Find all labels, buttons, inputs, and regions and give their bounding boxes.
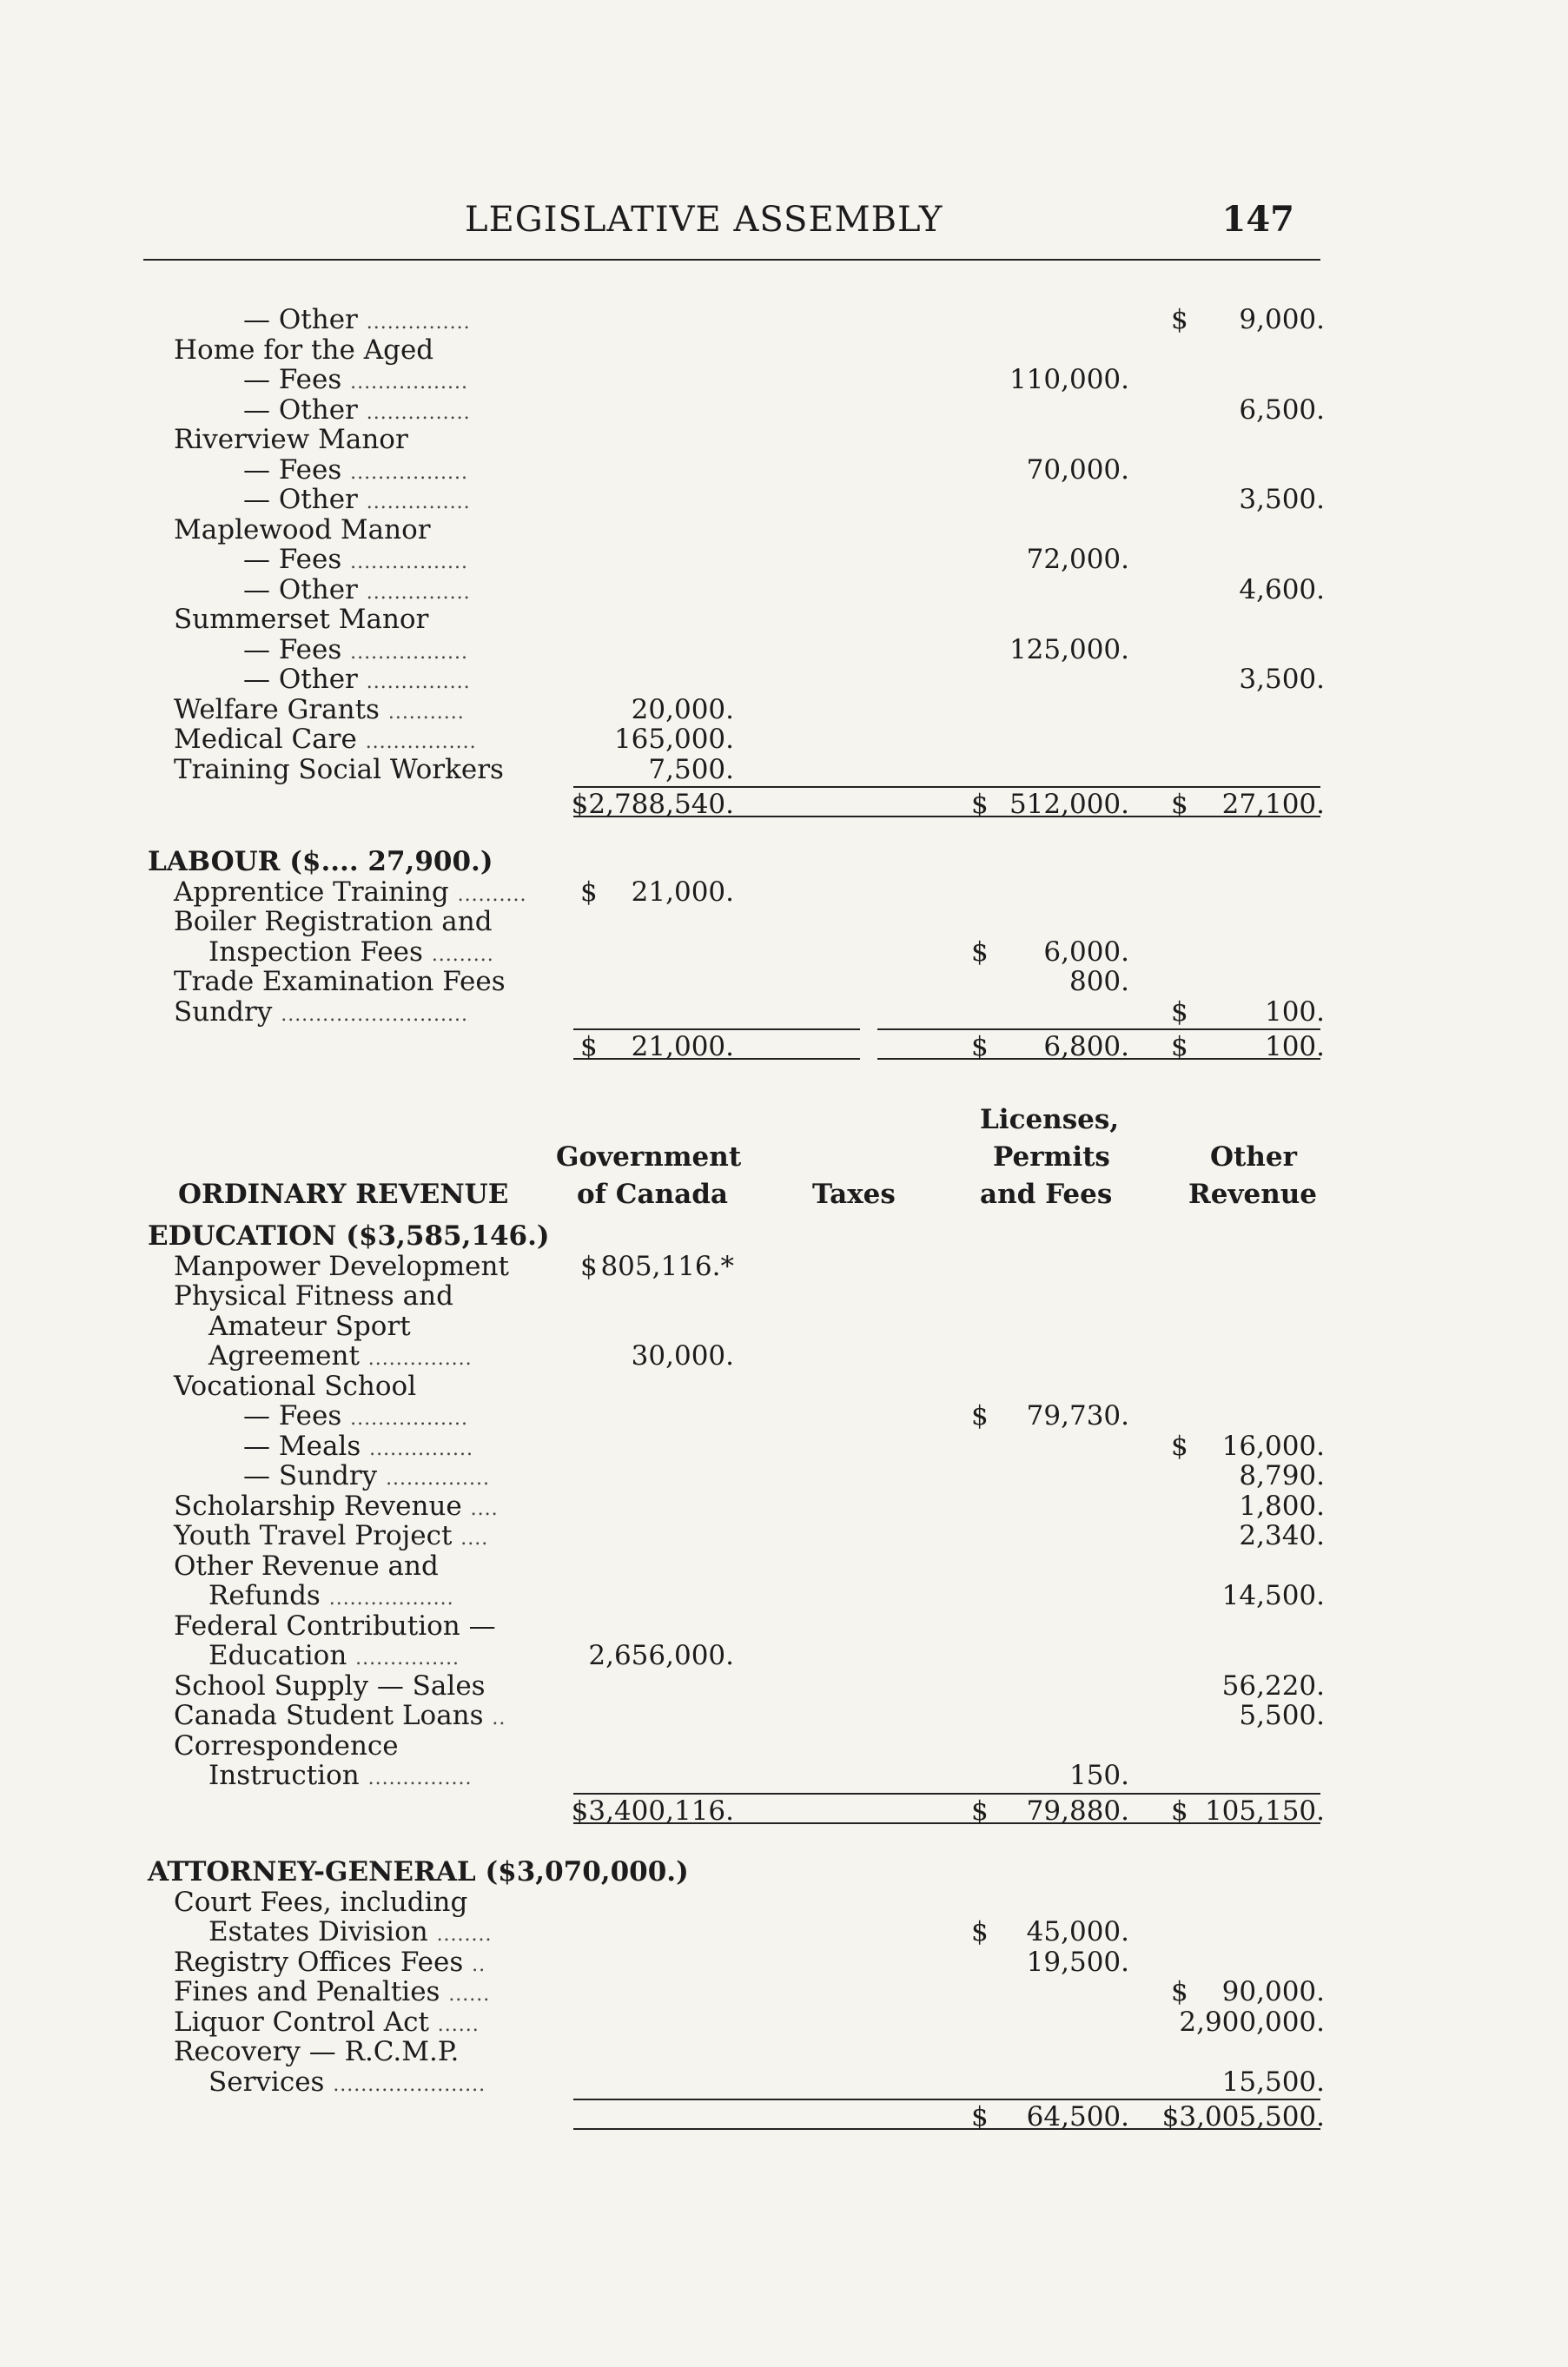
table-row	[0, 1252, 1568, 1282]
row-label-text: — Fees	[243, 1400, 342, 1431]
lic-value: 800.	[1068, 966, 1129, 997]
leader-dots: .................	[350, 1408, 469, 1430]
leader-dots: ..........	[457, 883, 527, 906]
heading-taxes: Taxes	[812, 1179, 896, 1210]
row-label-text: — Other	[243, 573, 358, 605]
leader-dots: .................	[350, 641, 469, 664]
gov-value: 805,116.*	[600, 1250, 734, 1282]
row-label-text: — Fees	[243, 364, 342, 395]
row-label-text: Apprentice Training	[174, 876, 449, 908]
table-row	[0, 967, 1568, 997]
table-row	[0, 1281, 1568, 1312]
table-row	[0, 1888, 1568, 1918]
row-label-text: Welfare Grants	[174, 693, 380, 725]
row-label-text: Boiler Registration and	[174, 906, 493, 937]
gov-value: 30,000.	[631, 1340, 734, 1372]
table-row	[0, 1341, 1568, 1372]
row-label	[174, 997, 468, 1031]
row-label	[174, 1281, 453, 1312]
oth-value: 16,000.	[1221, 1430, 1325, 1462]
row-label	[208, 1761, 473, 1795]
row-label-text: Riverview Manor	[174, 424, 408, 455]
oth-value: 100.	[1264, 995, 1325, 1028]
row-label-text: Registry Offices Fees	[174, 1946, 464, 1978]
oth-value: 15,500.	[1221, 2066, 1325, 2098]
section-title: EDUCATION ($3,585,146.)	[148, 1220, 550, 1252]
lic-currency: $	[971, 1400, 989, 1431]
lic-total-currency: $	[971, 2101, 989, 2132]
oth-total: 105,150.	[1204, 1795, 1325, 1827]
lic-total: 64,500.	[1026, 2101, 1129, 2132]
table-row	[0, 695, 1568, 725]
oth-currency: $	[1171, 304, 1188, 335]
lic-total-currency: $	[971, 1795, 989, 1827]
heading-government: Government	[556, 1141, 742, 1173]
section-title-row	[0, 1857, 1568, 1888]
leader-dots: ...............	[367, 1348, 473, 1370]
table-row	[0, 1731, 1568, 1762]
row-label-text: Instruction	[208, 1760, 360, 1791]
heading-licenses: Licenses,	[980, 1104, 1120, 1135]
table-row	[0, 545, 1568, 575]
leader-dots: ...............	[369, 1438, 474, 1460]
leader-dots: ...............	[386, 1468, 490, 1490]
row-label	[174, 335, 433, 366]
table-row	[0, 1611, 1568, 1642]
table-row	[0, 605, 1568, 635]
lic-total: 79,880.	[1026, 1795, 1129, 1827]
table-row	[0, 1977, 1568, 2007]
row-label-text: Amateur Sport	[208, 1310, 411, 1342]
row-label-text: Federal Contribution —	[174, 1610, 496, 1642]
leader-dots: ...............	[366, 671, 471, 693]
lic-currency: $	[971, 1916, 989, 1947]
oth-total-currency: $	[1171, 1031, 1188, 1062]
row-label	[174, 1551, 439, 1582]
page-header	[143, 199, 1320, 257]
total-rule	[573, 786, 1320, 788]
gov-value: 20,000.	[631, 693, 734, 725]
table-row	[0, 1401, 1568, 1431]
row-label	[174, 1372, 416, 1402]
table-row	[0, 575, 1568, 605]
oth-value: 8,790.	[1239, 1460, 1325, 1491]
oth-value: 56,220.	[1221, 1669, 1325, 1702]
total-rule	[573, 1793, 1320, 1795]
leader-dots: ....	[470, 1498, 499, 1520]
table-row	[0, 1641, 1568, 1671]
row-label-text: — Fees	[243, 633, 342, 665]
gov-total-currency: $	[580, 1031, 598, 1062]
table-row	[0, 1431, 1568, 1462]
leader-dots: ...........	[387, 701, 465, 724]
lic-value: 6,000.	[1043, 936, 1129, 968]
totals-row	[0, 1791, 1568, 1826]
table-row	[0, 877, 1568, 908]
header-rule	[143, 259, 1320, 261]
total-rule	[573, 1028, 860, 1030]
table-row	[0, 485, 1568, 515]
row-label	[174, 605, 428, 635]
lic-value: 19,500.	[1026, 1946, 1129, 1978]
oth-value: 90,000.	[1221, 1976, 1325, 2007]
row-label-text: Physical Fitness and	[174, 1280, 453, 1312]
gov-value: 7,500.	[648, 753, 734, 785]
row-label	[174, 907, 493, 937]
totals-row	[0, 784, 1568, 819]
table-row	[0, 305, 1568, 335]
row-label-text: Maplewood Manor	[174, 513, 431, 545]
row-label	[174, 1888, 467, 1918]
row-label-text: School Supply — Sales	[174, 1669, 486, 1702]
table-row	[0, 2037, 1568, 2067]
heading-label: ORDINARY REVENUE	[178, 1179, 509, 1210]
table-row	[0, 1491, 1568, 1522]
leader-dots: ...............	[366, 581, 471, 604]
row-label-text: — Fees	[243, 453, 342, 486]
oth-total-currency: $	[1171, 1795, 1188, 1827]
row-label	[174, 1611, 496, 1642]
heading-revenue: Revenue	[1188, 1179, 1318, 1210]
leader-dots: ...............	[366, 312, 471, 334]
lic-currency: $	[971, 936, 989, 968]
row-label-text: Court Fees, including	[174, 1886, 468, 1918]
lic-value: 150.	[1068, 1760, 1129, 1791]
leader-dots: ..	[492, 1708, 506, 1729]
table-row	[0, 1372, 1568, 1402]
row-label-text: Refunds	[208, 1580, 321, 1611]
gov-value: 21,000.	[631, 876, 734, 908]
row-label-text: — Fees	[243, 544, 342, 575]
table-row	[0, 1671, 1568, 1702]
row-label-text: Sundry	[174, 995, 273, 1028]
row-label-text: Summerset Manor	[174, 604, 429, 635]
leader-dots: ..................	[328, 1588, 454, 1610]
row-label-text: Vocational School	[174, 1370, 417, 1402]
row-label-text: Trade Examination Fees	[174, 966, 506, 997]
row-label-text: Scholarship Revenue	[174, 1490, 462, 1522]
oth-value: 14,500.	[1221, 1580, 1325, 1611]
table-row	[0, 1461, 1568, 1491]
gov-total: 21,000.	[631, 1031, 734, 1062]
gov-currency: $	[580, 876, 598, 908]
row-label-text: Fines and Penalties	[174, 1976, 440, 2007]
row-label	[174, 967, 506, 997]
leader-dots: ................	[365, 731, 477, 753]
table-row	[0, 2007, 1568, 2038]
oth-value: 5,500.	[1239, 1700, 1325, 1731]
row-label-text: Other Revenue and	[174, 1550, 439, 1582]
table-row	[0, 395, 1568, 426]
table-row	[0, 455, 1568, 486]
total-rule	[573, 2099, 1320, 2100]
oth-total: 27,100.	[1221, 789, 1325, 820]
leader-dots: ...........................	[281, 1003, 469, 1026]
oth-currency: $	[1171, 995, 1188, 1028]
attorney-general-table	[0, 1857, 1568, 2132]
lic-total-currency: $	[971, 1031, 989, 1062]
gov-total: $3,400,116.	[571, 1795, 734, 1827]
oth-value: 3,500.	[1239, 664, 1325, 695]
leader-dots: .................	[350, 552, 469, 573]
row-label-text: Canada Student Loans	[174, 1700, 484, 1731]
table-row	[0, 1521, 1568, 1551]
gov-total: $2,788,540.	[571, 789, 734, 820]
table-row	[0, 365, 1568, 395]
row-label	[174, 755, 504, 785]
row-label-text: Services	[208, 2066, 325, 2098]
row-label-text: Estates Division	[208, 1916, 428, 1947]
leader-dots: .........	[431, 943, 494, 966]
table-row	[0, 635, 1568, 665]
heading-and-fees: and Fees	[980, 1179, 1113, 1210]
table-row	[0, 1312, 1568, 1342]
table-row	[0, 1551, 1568, 1582]
oth-value: 2,340.	[1239, 1520, 1325, 1551]
leader-dots: ...............	[367, 1768, 473, 1789]
section-title-row	[0, 847, 1568, 877]
leader-dots: ......................	[333, 2073, 486, 2096]
row-label-text: Medical Care	[174, 724, 357, 755]
row-label	[208, 2067, 486, 2101]
oth-currency: $	[1171, 1430, 1188, 1462]
education-table	[0, 1221, 1568, 1826]
welfare-continuation-table	[0, 305, 1568, 819]
table-row	[0, 664, 1568, 695]
lic-value: 45,000.	[1026, 1916, 1129, 1947]
leader-dots: ......	[448, 1984, 491, 2006]
leader-dots: ...............	[366, 492, 471, 513]
row-label-text: — Sundry	[243, 1460, 378, 1491]
labour-table	[0, 847, 1568, 1061]
heading-permits: Permits	[993, 1141, 1110, 1173]
lic-total: 6,800.	[1043, 1031, 1129, 1062]
row-label-text: Manpower Development	[174, 1250, 509, 1282]
leader-dots: ..	[472, 1954, 486, 1976]
table-row	[0, 1761, 1568, 1791]
table-row	[0, 997, 1568, 1028]
table-row	[0, 937, 1568, 968]
oth-value: 1,800.	[1239, 1490, 1325, 1522]
table-row	[0, 2067, 1568, 2098]
leader-dots: ........	[436, 1924, 493, 1946]
leader-dots: ......	[437, 2013, 480, 2036]
section-title: ATTORNEY-GENERAL ($3,070,000.)	[148, 1856, 689, 1888]
row-label-text: Youth Travel Project	[174, 1520, 453, 1551]
gov-value: 165,000.	[613, 724, 734, 755]
table-row	[0, 1917, 1568, 1947]
totals-row	[0, 1027, 1568, 1061]
table-row	[0, 755, 1568, 785]
heading-other: Other	[1210, 1141, 1297, 1173]
section-title: LABOUR ($.... 27,900.)	[148, 846, 493, 877]
row-label-text: Agreement	[208, 1340, 360, 1372]
leader-dots: ....	[460, 1528, 489, 1550]
totals-row	[0, 2097, 1568, 2132]
oth-value: 9,000.	[1239, 304, 1325, 335]
row-label	[174, 2037, 459, 2067]
lic-total: 512,000.	[1009, 789, 1129, 820]
oth-currency: $	[1171, 1976, 1188, 2007]
row-label-text: — Meals	[243, 1430, 361, 1462]
leader-dots: ...............	[355, 1648, 460, 1669]
oth-value: 2,900,000.	[1179, 2006, 1325, 2038]
column-headings	[0, 1101, 1568, 1232]
oth-total-currency: $	[1171, 789, 1188, 820]
row-label	[174, 1671, 486, 1702]
section-title-row	[0, 1221, 1568, 1252]
row-label-text: — Other	[243, 664, 358, 695]
table-row	[0, 1947, 1568, 1978]
row-label-text: — Other	[243, 484, 358, 515]
table-row	[0, 1581, 1568, 1611]
total-rule	[877, 1028, 1320, 1030]
lic-value: 125,000.	[1009, 633, 1129, 665]
row-label-text: Education	[208, 1640, 347, 1671]
oth-total: 100.	[1264, 1031, 1325, 1062]
page-number: 147	[1221, 199, 1294, 240]
lic-total-currency: $	[971, 789, 989, 820]
row-label-text: Training Social Workers	[174, 753, 504, 785]
row-label	[174, 1731, 399, 1762]
row-label-text: — Other	[243, 393, 358, 426]
row-label	[174, 515, 431, 545]
row-label-text: Home for the Aged	[174, 334, 434, 366]
oth-value: 6,500.	[1239, 393, 1325, 426]
heading-of-canada: of Canada	[577, 1179, 728, 1210]
running-head: LEGISLATIVE ASSEMBLY	[465, 200, 943, 240]
table-row	[0, 724, 1568, 755]
row-label-text: Liquor Control Act	[174, 2006, 429, 2038]
table-row	[0, 515, 1568, 545]
oth-value: 4,600.	[1239, 573, 1325, 605]
row-label	[174, 1252, 509, 1282]
row-label-text: — Other	[243, 304, 358, 335]
table-row	[0, 907, 1568, 937]
lic-value: 72,000.	[1026, 544, 1129, 575]
oth-total: $3,005,500.	[1161, 2101, 1325, 2132]
row-label	[174, 425, 408, 455]
table-row	[0, 1701, 1568, 1731]
lic-value: 110,000.	[1009, 364, 1129, 395]
row-label-text: Inspection Fees	[208, 936, 423, 968]
row-label-text: Recovery — R.C.M.P.	[174, 2036, 460, 2067]
table-row	[0, 335, 1568, 366]
row-label	[208, 1312, 411, 1342]
lic-value: 79,730.	[1026, 1400, 1129, 1431]
leader-dots: ...............	[366, 401, 471, 424]
gov-currency: $	[580, 1250, 598, 1282]
gov-value: 2,656,000.	[588, 1640, 734, 1671]
table-row	[0, 425, 1568, 455]
lic-value: 70,000.	[1026, 453, 1129, 486]
leader-dots: .................	[350, 372, 469, 393]
leader-dots: .................	[350, 461, 469, 484]
oth-value: 3,500.	[1239, 484, 1325, 515]
row-label-text: Correspondence	[174, 1729, 399, 1762]
